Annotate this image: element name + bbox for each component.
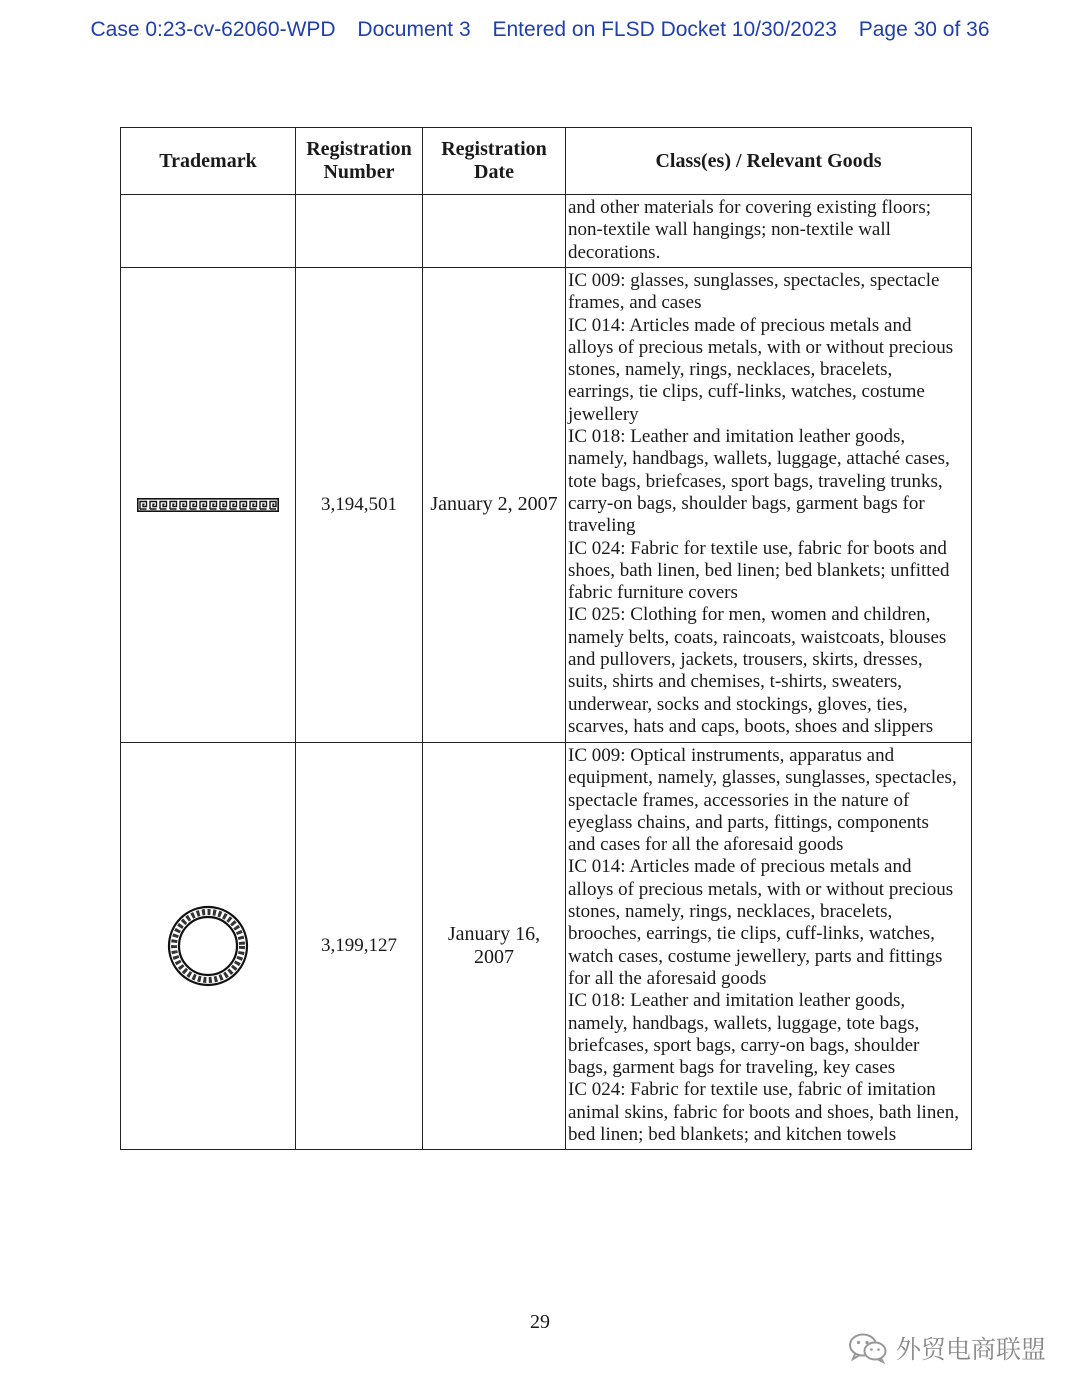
trademark-cell — [121, 268, 296, 743]
registration-date-text: January 2, 2007 — [430, 493, 558, 516]
trademark-table — [120, 127, 972, 1150]
goods-line: frames, and cases — [568, 292, 702, 314]
table-row — [121, 743, 972, 1150]
case-number: Case 0:23-cv-62060-WPD — [90, 18, 336, 41]
goods-line: namely, handbags, wallets, luggage, attaché cases, — [568, 448, 950, 470]
trademark-cell — [121, 743, 296, 1150]
goods-line: IC 014: Articles made of precious metals and — [568, 856, 912, 878]
goods-line: decorations. — [568, 241, 661, 263]
goods-line: alloys of precious metals, with or without precious — [568, 878, 954, 900]
goods-line: briefcases, sport bags, carry-on bags, shoulder — [568, 1034, 920, 1056]
table-row — [121, 268, 972, 743]
registration-number-cell: 3,194,501 — [296, 268, 423, 743]
goods-line: underwear, socks and stockings, gloves, ties, — [568, 693, 908, 715]
goods-line: and cases for all the aforesaid goods — [568, 834, 844, 856]
goods-line: IC 018: Leather and imitation leather goods, — [568, 426, 906, 448]
goods-line: brooches, earrings, tie clips, cuff-links, watches, — [568, 923, 935, 945]
goods-line: jewellery — [568, 403, 639, 425]
goods-line: spectacle frames, accessories in the nature of — [568, 789, 910, 811]
registration-date-cell — [423, 268, 566, 743]
registration-number-cell: 3,199,127 — [296, 743, 423, 1150]
goods-line: carry-on bags, shoulder bags, garment bags for — [568, 492, 925, 514]
greek-key-border-icon — [137, 498, 279, 512]
goods-line: IC 018: Leather and imitation leather goods, — [568, 990, 906, 1012]
goods-line: tote bags, briefcases, sport bags, traveling trunks, — [568, 470, 943, 492]
goods-cell — [566, 268, 972, 743]
goods-line: bags, garment bags for traveling, key cases — [568, 1057, 896, 1079]
goods-line: scarves, hats and caps, boots, shoes and slippers — [568, 715, 934, 737]
goods-line: bed linen; bed blankets; and kitchen towels — [568, 1124, 897, 1146]
goods-line: traveling — [568, 515, 636, 537]
goods-line: stones, namely, rings, necklaces, bracelets, — [568, 901, 893, 923]
goods-cell — [566, 195, 972, 268]
goods-line: fabric furniture covers — [568, 582, 738, 604]
watermark — [848, 1330, 1046, 1366]
goods-line: namely, handbags, wallets, luggage, tote bags, — [568, 1012, 920, 1034]
page-indicator: Page 30 of 36 — [858, 18, 990, 41]
table-header-row — [121, 128, 972, 195]
goods-line: shoes, bath linen, bed linen; bed blankets; unfitted — [568, 559, 950, 581]
wechat-icon — [848, 1332, 888, 1364]
greek-key-circle-icon — [167, 905, 249, 987]
goods-line: equipment, namely, glasses, sunglasses, spectacles, — [568, 767, 957, 789]
goods-line: non-textile wall hangings; non-textile wall — [568, 219, 891, 241]
goods-line: IC 024: Fabric for textile use, fabric for boots and — [568, 537, 947, 559]
goods-line: earrings, tie clips, cuff-links, watches, costume — [568, 381, 925, 403]
column-header-trademark: Trademark — [121, 128, 296, 195]
goods-line: IC 009: Optical instruments, apparatus and — [568, 745, 895, 766]
table-row — [121, 195, 972, 268]
registration-date-text: January 16, 2007 — [447, 922, 541, 968]
goods-line: eyeglass chains, and parts, fittings, components — [568, 811, 929, 833]
registration-date-cell — [423, 195, 566, 268]
registration-date-cell — [423, 743, 566, 1150]
goods-line: stones, namely, rings, necklaces, bracelets, — [568, 359, 893, 381]
column-header-registration-date: Registration Date — [423, 128, 566, 195]
column-header-goods: Class(es) / Relevant Goods — [566, 128, 972, 195]
page-number: 29 — [530, 1311, 550, 1333]
goods-line: IC 014: Articles made of precious metals and — [568, 314, 912, 336]
goods-line: namely belts, coats, raincoats, waistcoats, blouses — [568, 626, 947, 648]
trademark-cell — [121, 195, 296, 268]
column-header-registration-number: Registration Number — [296, 128, 423, 195]
goods-line: suits, shirts and chemises, t-shirts, sweaters, — [568, 671, 903, 693]
goods-cell — [566, 743, 972, 1150]
goods-line: and pullovers, jackets, trousers, skirts, dresses, — [568, 649, 923, 671]
entered-date: Entered on FLSD Docket 10/30/2023 — [492, 18, 837, 41]
goods-line: animal skins, fabric for boots and shoes, bath linen, — [568, 1101, 960, 1123]
goods-line: IC 024: Fabric for textile use, fabric of imitation — [568, 1079, 936, 1101]
goods-line: IC 009: glasses, sunglasses, spectacles, spectacle — [568, 270, 940, 291]
registration-number-cell — [296, 195, 423, 268]
goods-line: IC 025: Clothing for men, women and children, — [568, 604, 931, 626]
docket-header — [0, 18, 1080, 42]
goods-line: watch cases, costume jewellery, parts and fittings — [568, 945, 943, 967]
goods-line: and other materials for covering existing floors; — [568, 197, 932, 218]
watermark-text: 外贸电商联盟 — [895, 1335, 1046, 1364]
goods-line: alloys of precious metals, with or without precious — [568, 336, 954, 358]
goods-line: for all the aforesaid goods — [568, 967, 767, 989]
document-number: Document 3 — [357, 18, 471, 41]
